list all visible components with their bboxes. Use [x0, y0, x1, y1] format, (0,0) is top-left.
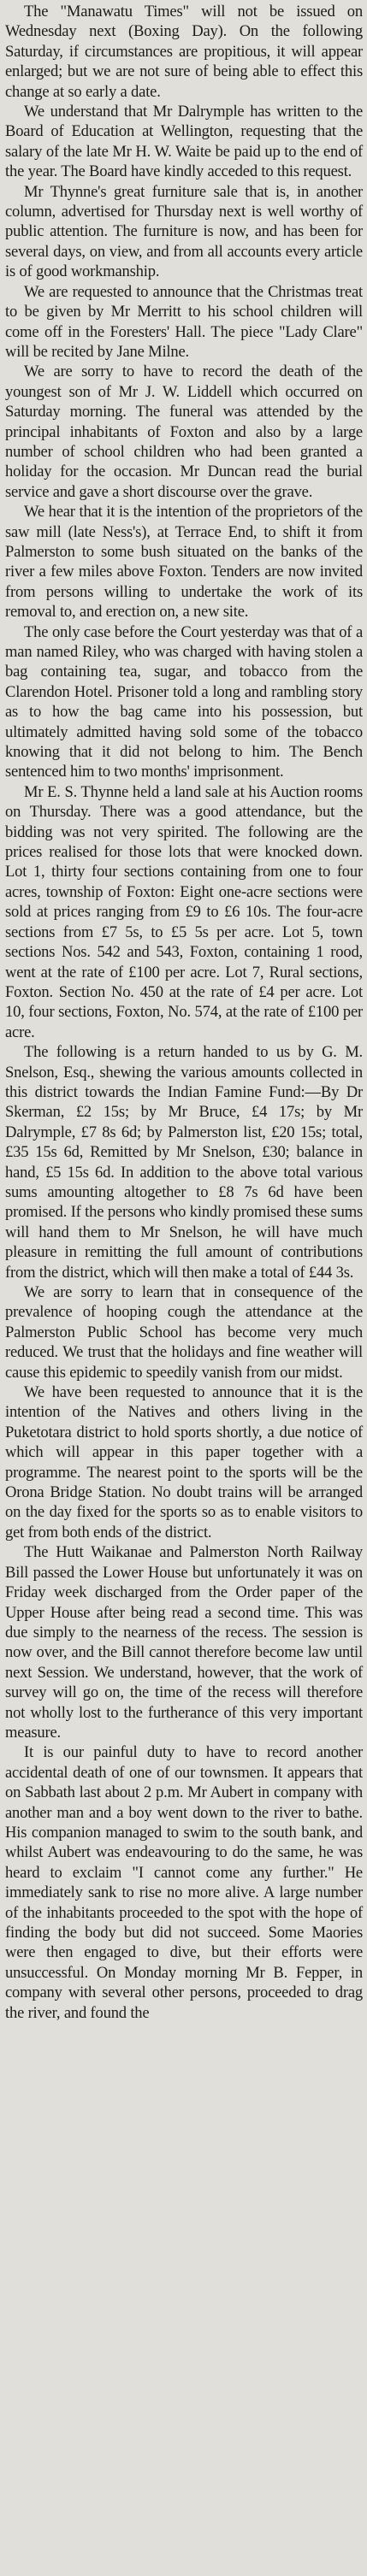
- paragraph-liddell-death: We are sorry to have to record the death of the youngest son of Mr J. W. Liddell which occurred on Saturday morning. The funeral was attended by the principal inhabitants of Foxton and also by a large number of school children who had been granted a holiday for the occasion. Mr Duncan read the burial service and gave a short discourse over the grave.: [5, 363, 363, 501]
- paragraph-dalrymple-salary: We understand that Mr Dalrymple has written to the Board of Education at Wellington, requesting that the salary of the late Mr H. W. Waite be paid up to the end of the year. The Board have kindly acceded to this request.: [5, 103, 363, 181]
- paragraph-famine-fund: The following is a return handed to us by G. M. Snelson, Esq., shewing the various amounts collected in this district towards the Indian Famine Fund:—By Dr Skerman, £2 15s; by Mr Bruce, £4 17s; by Mr Dalrymple, £7 8s 6d; by Palmerston list, £20 15s; total, £35 15s 6d, Remitted by Mr Snelson, £30; balance in hand, £5 15s 6d. In addition to the above total various sums amounting altogether to £8 7s 6d have been promised. If the persons who kindly promised these sums will hand them to Mr Snelson, he will have much pleasure in remitting the full amount of contributions from the district, which will then make a total of £44 3s.: [5, 1043, 363, 1282]
- paragraph-furniture-sale: Mr Thynne's great furniture sale that is, in another column, advertised for Thursday next is well worthy of public attention. The furniture is now, and has been for several days, on view, and from all accounts every article is of good workmanship.: [5, 182, 363, 281]
- paragraph-hooping-cough: We are sorry to learn that in consequence of the prevalence of hooping cough the attendance at the Palmerston Public School has become very much reduced. We trust that the holidays and fine weather will cause this epidemic to speedily vanish from our midst.: [5, 1283, 363, 1382]
- paragraph-court-case: The only case before the Court yesterday was that of a man named Riley, who was charged with having stolen a bag containing tea, sugar, and tobacco from the Clarendon Hotel. Prisoner told a long and rambling story as to how the bag came into his possession, but ultimately admitted having sold some of the tobacco knowing that it did not belong to him. The Bench sentenced him to two months' imprisonment.: [5, 622, 363, 781]
- paragraph-aubert-death: It is our painful duty to have to record another accidental death of one of our townsmen. It appears that on Sabbath last about 2 p.m. Mr Aubert in company with another man and a boy went down to the river to bathe. His companion managed to swim to the south bank, and whilst Aubert was endeavouring to do the same, he was heard to exclaim "I cannot come any further." He immediately sank to rise no more alive. A large number of the inhabitants proceeded to the spot with the hope of finding the body but did not succeed. Some Maories were then engaged to dive, but their efforts were unsuccessful. On Monday morning Mr B. Fepper, in company with several other persons, proceeded to drag the river, and found the: [5, 1743, 363, 2022]
- paragraph-land-sale: Mr E. S. Thynne held a land sale at his Auction rooms on Thursday. There was a good attendance, but the bidding was not very spirited. The following are the prices realised for those lots that were knocked down. Lot 1, thirty four sections containing from one to four acres, township of Foxton: Eight one-acre sections were sold at prices ranging from £9 to £6 10s. The four-acre sections from £7 5s, to £5 5s per acre. Lot 5, town sections Nos. 542 and 543, Foxton, containing 1 rood, went at the rate of £100 per acre. Lot 7, Rural sections, Foxton. Section No. 450 at the rate of £4 per acre. Lot 10, four sections, Foxton, No. 574, at the rate of £100 per acre.: [5, 782, 363, 1041]
- paragraph-manawatu-times-notice: The "Manawatu Times" will not be issued on Wednesday next (Boxing Day). On the following Saturday, if circumstances are propitious, it will appear enlarged; but we are not sure of being able to effect this change at so early a date.: [5, 3, 363, 101]
- paragraph-puketotara-sports: We have been requested to announce that it is the intention of the Natives and others living in the Puketotara district to hold sports shortly, a due notice of which will appear in this paper together with a programme. The nearest point to the sports will be the Orona Bridge Station. No doubt trains will be arranged on the day fixed for the sports so as to enable visitors to get from both ends of the district.: [5, 1383, 363, 1541]
- paragraph-christmas-treat: We are requested to announce that the Christmas treat to be given by Mr Merritt to his school children will come off in the Foresters' Hall. The piece "Lady Clare" will be recited by Jane Milne.: [5, 282, 363, 361]
- paragraph-saw-mill: We hear that it is the intention of the proprietors of the saw mill (late Ness's), at Terrace End, to shift it from Palmerston to some bush situated on the banks of the river a few miles above Foxton. Tenders are now invited from persons willing to undertake the work of its removal to, and erection on, a new site.: [5, 503, 363, 622]
- paragraph-railway-bill: The Hutt Waikanae and Palmerston North Railway Bill passed the Lower House but unfortunately it was on Friday week discharged from the Order paper of the Upper House after being read a second time. This was due simply to the nearness of the recess. The session is now over, and the Bill cannot therefore become law until next Session. We understand, however, that the work of survey will go on, the time of the recess will therefore not wholly lost to the furtherance of this very important measure.: [5, 1543, 363, 1742]
